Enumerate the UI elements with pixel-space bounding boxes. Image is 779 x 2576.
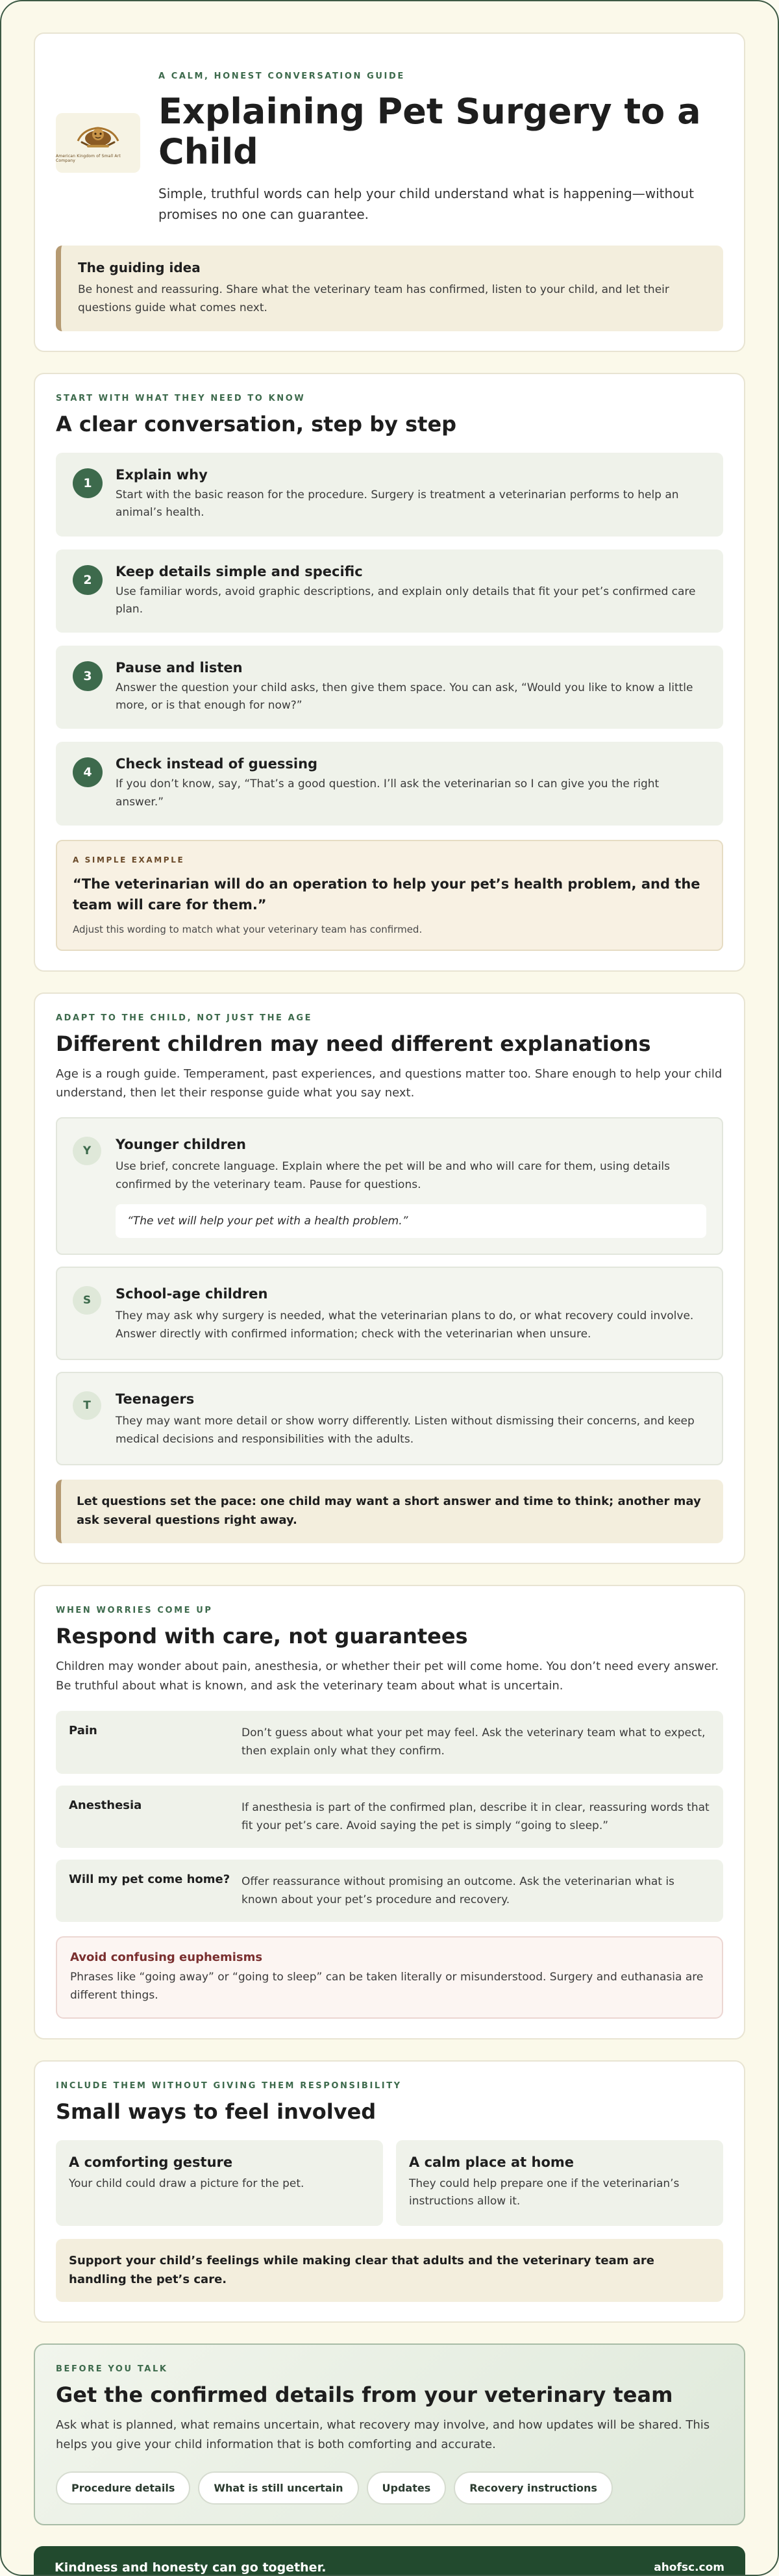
- lion-crest-icon: [74, 123, 122, 151]
- pill-updates[interactable]: Updates: [367, 2471, 447, 2505]
- worry-label: Pain: [69, 1724, 97, 1738]
- age-badge: Y: [73, 1137, 101, 1165]
- warning-body: Phrases like “going away” or “going to sleep” can be taken literally or misunderstood. Surgery and euthanasia are different things.: [70, 1970, 704, 2002]
- steps-eyebrow: START WITH WHAT THEY NEED TO KNOW: [56, 394, 306, 404]
- header-eyebrow: A CALM, HONEST CONVERSATION GUIDE: [158, 71, 405, 81]
- hero: [56, 53, 723, 225]
- before-eyebrow: BEFORE YOU TALK: [56, 2364, 168, 2375]
- age-title: School-age children: [116, 1286, 268, 1302]
- worries-card: [34, 1585, 745, 2039]
- guiding-idea-body: Be honest and reassuring. Share what the veterinary team has confirmed, listen to your child, and let their questions guide what comes next.: [78, 283, 669, 315]
- header-card: [34, 32, 745, 352]
- tile-title: A comforting gesture: [69, 2154, 233, 2170]
- worries-eyebrow: WHEN WORRIES COME UP: [56, 1606, 213, 1616]
- age-badge: S: [73, 1286, 101, 1315]
- footer: [34, 2546, 745, 2576]
- warning-title: Avoid confusing euphemisms: [70, 1950, 263, 1964]
- step-number-badge: 2: [73, 565, 103, 595]
- hero-text: [158, 71, 723, 225]
- involve-card: [34, 2060, 745, 2323]
- step-desc: Use familiar words, avoid graphic descriptions, and explain only details that fit your pet’s confirmed care plan.: [116, 585, 696, 616]
- age-desc: They may want more detail or show worry differently. Listen without dismissing their concerns, and keep medical decisions and responsibilities with the adults.: [116, 1415, 695, 1446]
- simple-example-box: [56, 840, 723, 951]
- age-title: Teenagers: [116, 1391, 195, 1408]
- step-desc: Answer the question your child asks, then give them space. You can ask, “Would you like to know a little more, or is that enough for now?”: [116, 681, 693, 713]
- involve-tiles: [56, 2140, 723, 2226]
- step-number-badge: 1: [73, 468, 103, 498]
- guiding-idea-title: The guiding idea: [78, 260, 201, 276]
- pill-procedure-details[interactable]: Procedure details: [56, 2471, 190, 2505]
- step-desc: If you don’t know, say, “That’s a good question. I’ll ask the veterinarian so I can give you the right answer.”: [116, 777, 660, 809]
- support-callout: Support your child’s feelings while making clear that adults and the veterinary team are handling the pet’s care.: [56, 2239, 723, 2303]
- involve-title: Small ways to feel involved: [56, 2099, 377, 2124]
- step-title: Keep details simple and specific: [116, 563, 363, 579]
- tile-title: A calm place at home: [409, 2154, 574, 2170]
- involve-tile: [396, 2140, 723, 2226]
- age-desc: They may ask why surgery is needed, what the veterinarian plans to do, or what recovery could involve. Answer directly with confirmed information; check with the veterinarian when unsure.: [116, 1309, 694, 1341]
- tile-desc: Your child could draw a picture for the pet.: [69, 2177, 304, 2190]
- involve-tile: [56, 2140, 383, 2226]
- involve-eyebrow: INCLUDE THEM WITHOUT GIVING THEM RESPONSIBILITY: [56, 2080, 402, 2091]
- step-item: [56, 549, 723, 633]
- ages-intro: Age is a rough guide. Temperament, past experiences, and questions matter too. Share enough to help your child understand, then let their response guide what you say next.: [56, 1067, 723, 1100]
- pace-callout: Let questions set the pace: one child may want a short answer and time to think; another may ask several questions right away.: [56, 1480, 723, 1543]
- worries-title: Respond with care, not guarantees: [56, 1624, 468, 1649]
- logo-caption: American Kingdom of Small Art Company: [56, 154, 121, 163]
- worry-row: [56, 1711, 723, 1773]
- example-eyebrow: A SIMPLE EXAMPLE: [73, 855, 185, 865]
- footer-site-link[interactable]: ahofsc.com: [654, 2560, 724, 2574]
- age-group-younger: [56, 1117, 723, 1255]
- pill-recovery-instructions[interactable]: Recovery instructions: [454, 2471, 613, 2505]
- step-item: [56, 646, 723, 729]
- steps-card: [34, 373, 745, 972]
- worry-desc: Don’t guess about what your pet may feel. Ask the veterinary team what to expect, then explain only what they confirm.: [241, 1726, 706, 1758]
- worries-intro: Children may wonder about pain, anesthesia, or whether their pet will come home. You don’t need every answer. Be truthful about what is known, and ask the veterinary team about what is uncertain.: [56, 1660, 719, 1693]
- age-title: Younger children: [116, 1137, 246, 1153]
- before-intro: Ask what is planned, what remains uncertain, what recovery may involve, and how updates will be shared. This helps you give your child information that is both comforting and accurate.: [56, 2418, 710, 2452]
- step-desc: Start with the basic reason for the procedure. Surgery is treatment a veterinarian performs to help an animal’s health.: [116, 488, 679, 520]
- before-title: Get the confirmed details from your veterinary team: [56, 2382, 673, 2408]
- step-item: [56, 453, 723, 536]
- example-quote: “The veterinarian will do an operation to help your pet’s health problem, and the team will care for them.”: [73, 876, 700, 913]
- tile-desc: They could help prepare one if the veterinarian’s instructions allow it.: [409, 2177, 680, 2208]
- example-note: Adjust this wording to match what your veterinary team has confirmed.: [73, 923, 423, 935]
- guiding-idea-callout: [56, 246, 723, 331]
- worry-row: [56, 1786, 723, 1848]
- pill-still-uncertain[interactable]: What is still uncertain: [198, 2471, 358, 2505]
- step-title: Check instead of guessing: [116, 756, 318, 772]
- age-group-teen: [56, 1372, 723, 1465]
- worry-label: Will my pet come home?: [69, 1872, 230, 1886]
- worry-desc: If anesthesia is part of the confirmed plan, describe it in clear, reassuring words that fit your pet’s care. Avoid saying the pet is simply “going to sleep.”: [241, 1800, 710, 1832]
- ages-title: Different children may need different explanations: [56, 1031, 651, 1056]
- euphemism-warning: [56, 1936, 723, 2019]
- age-group-school: [56, 1267, 723, 1360]
- age-badge: T: [73, 1391, 101, 1420]
- step-title: Explain why: [116, 467, 208, 483]
- age-desc: Use brief, concrete language. Explain where the pet will be and who will care for them, using details confirmed by the veterinary team. Pause for questions.: [116, 1160, 670, 1192]
- steps-title: A clear conversation, step by step: [56, 412, 457, 437]
- step-number-badge: 4: [73, 757, 103, 787]
- page-title: Explaining Pet Surgery to a Child: [158, 91, 701, 172]
- ages-card: [34, 992, 745, 1564]
- before-you-talk-card: [34, 2343, 745, 2525]
- age-quote: “The vet will help your pet with a health problem.”: [116, 1204, 706, 1238]
- worry-desc: Offer reassurance without promising an outcome. Ask the veterinarian what is known about your pet’s procedure and recovery.: [241, 1875, 674, 1906]
- page-lead: Simple, truthful words can help your child understand what is happening—without promises no one can guarantee.: [158, 186, 694, 223]
- step-number-badge: 3: [73, 661, 103, 691]
- ages-eyebrow: ADAPT TO THE CHILD, NOT JUST THE AGE: [56, 1013, 313, 1023]
- step-title: Pause and listen: [116, 659, 243, 676]
- topic-pills: [56, 2471, 723, 2505]
- worry-label: Anesthesia: [69, 1798, 142, 1812]
- step-item: [56, 742, 723, 825]
- logo: [56, 113, 140, 173]
- worry-row: [56, 1860, 723, 1922]
- footer-text: Kindness and honesty can go together.: [55, 2560, 327, 2575]
